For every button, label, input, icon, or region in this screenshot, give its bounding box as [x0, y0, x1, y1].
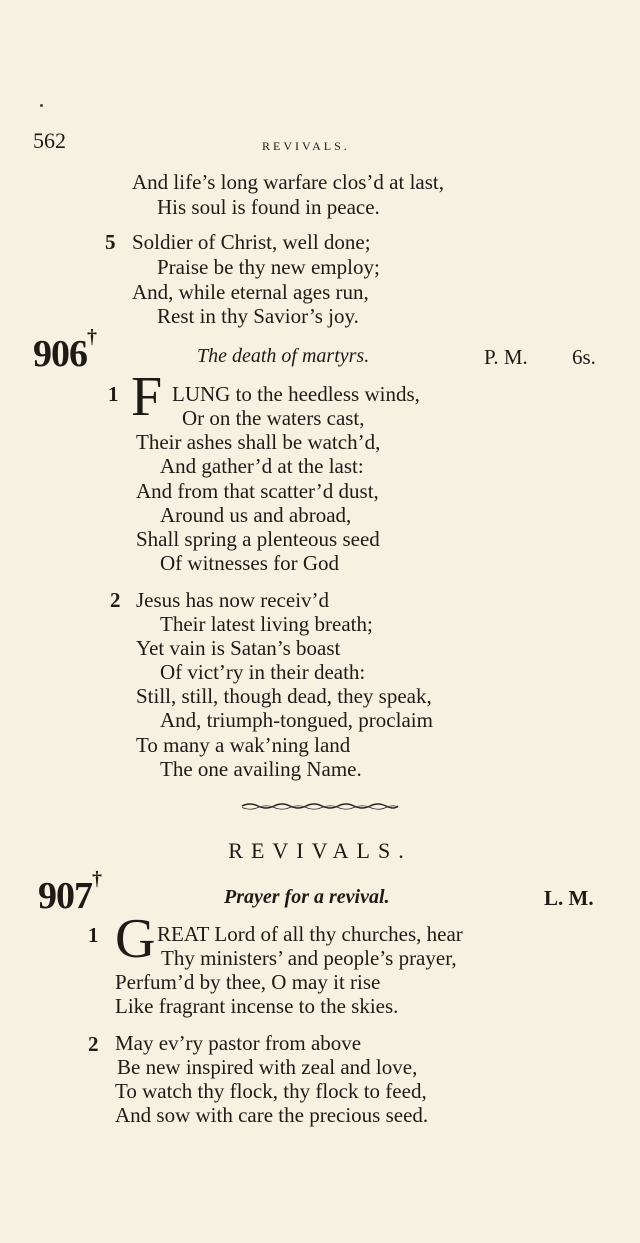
verse-number: 1	[108, 382, 119, 406]
ornamental-rule	[240, 800, 400, 812]
running-title: REVIVALS.	[262, 139, 350, 153]
verse-line: Perfum’d by thee, O may it rise	[115, 970, 381, 994]
verse-line: Rest in thy Savior’s joy.	[157, 304, 359, 328]
verse-line: Their ashes shall be watch’d,	[136, 430, 381, 454]
verse-line: And, triumph-tongued, proclaim	[160, 708, 433, 732]
hymn-meter-extra: 6s.	[572, 345, 596, 369]
hymn-number	[38, 868, 101, 918]
drop-cap: F	[131, 366, 163, 428]
verse-line: The one availing Name.	[160, 757, 362, 781]
verse-line: To many a wak’ning land	[136, 733, 351, 757]
dagger-mark: †	[92, 868, 101, 890]
verse-line: Praise be thy new employ;	[157, 255, 380, 279]
verse-line: Jesus has now receiv’d	[136, 588, 330, 612]
verse-line: May ev’ry pastor from above	[115, 1031, 362, 1055]
verse-line: Yet vain is Satan’s boast	[136, 636, 341, 660]
verse-line: Their latest living breath;	[160, 612, 373, 636]
verse-line: Of witnesses for God	[160, 551, 340, 575]
hymn-title: Prayer for a revival.	[224, 886, 390, 908]
section-heading: REVIVALS.	[228, 838, 412, 863]
hymn-meter: L. M.	[544, 886, 594, 910]
verse-line: And gather’d at the last:	[160, 454, 364, 478]
verse-line: Thy ministers’ and people’s prayer,	[161, 946, 457, 970]
verse-line: Like fragrant incense to the skies.	[115, 994, 399, 1018]
hymn-number	[33, 326, 96, 376]
verse-line: And life’s long warfare clos’d at last,	[132, 170, 444, 194]
verse-line: To watch thy flock, thy flock to feed,	[115, 1079, 427, 1103]
verse-line: And from that scatter’d dust,	[136, 479, 379, 503]
verse-number: 2	[88, 1032, 99, 1056]
ink-speck	[40, 104, 43, 107]
hymn-number-digits: 906	[33, 333, 87, 375]
verse-line: Around us and abroad,	[160, 503, 352, 527]
drop-cap: G	[115, 908, 156, 970]
verse-line: And sow with care the precious seed.	[115, 1103, 429, 1127]
verse-line: Or on the waters cast,	[182, 406, 365, 430]
hymn-title: The death of martyrs.	[197, 345, 370, 367]
verse-line: Of vict’ry in their death:	[160, 660, 366, 684]
verse-line: Soldier of Christ, well done;	[132, 230, 371, 254]
hymn-number-digits: 907	[38, 875, 92, 917]
verse-line: LUNG to the heedless winds,	[172, 382, 420, 406]
verse-line: And, while eternal ages run,	[132, 280, 369, 304]
verse-number: 5	[105, 230, 116, 254]
verse-line: Be new inspired with zeal and love,	[117, 1055, 418, 1079]
verse-line: REAT Lord of all thy churches, hear	[157, 922, 463, 946]
verse-line: His soul is found in peace.	[157, 195, 380, 219]
verse-line: Shall spring a plenteous seed	[136, 527, 380, 551]
verse-number: 1	[88, 923, 99, 947]
page-number: 562	[33, 128, 66, 153]
verse-line: Still, still, though dead, they speak,	[136, 684, 432, 708]
verse-number: 2	[110, 588, 121, 612]
hymn-meter: P. M.	[484, 345, 528, 369]
dagger-mark: †	[87, 326, 96, 348]
